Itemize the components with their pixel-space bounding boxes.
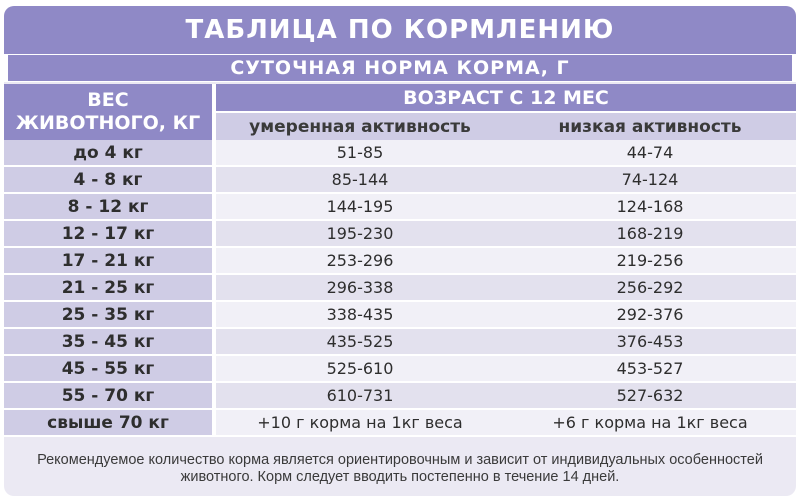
low-activity-cell: +6 г корма на 1кг веса xyxy=(504,409,796,436)
low-activity-cell: 453-527 xyxy=(504,355,796,382)
low-activity-header: низкая активность xyxy=(504,112,796,140)
moderate-activity-cell: 144-195 xyxy=(214,193,504,220)
table-row xyxy=(4,409,796,436)
weight-cell: 21 - 25 кг xyxy=(4,274,214,301)
weight-cell: 4 - 8 кг xyxy=(4,166,214,193)
low-activity-cell: 44-74 xyxy=(504,140,796,166)
table-row xyxy=(4,220,796,247)
weight-cell: до 4 кг xyxy=(4,140,214,166)
moderate-activity-cell: 195-230 xyxy=(214,220,504,247)
low-activity-cell: 256-292 xyxy=(504,274,796,301)
table-row xyxy=(4,166,796,193)
table-row xyxy=(4,301,796,328)
low-activity-cell: 124-168 xyxy=(504,193,796,220)
weight-cell: свыше 70 кг xyxy=(4,409,214,436)
weight-cell: 45 - 55 кг xyxy=(4,355,214,382)
weight-header-line2: ЖИВОТНОГО, КГ xyxy=(15,112,201,134)
weight-column-header xyxy=(4,84,214,140)
table-row xyxy=(4,355,796,382)
moderate-activity-cell: 610-731 xyxy=(214,382,504,409)
weight-cell: 55 - 70 кг xyxy=(4,382,214,409)
table-row xyxy=(4,193,796,220)
weight-cell: 25 - 35 кг xyxy=(4,301,214,328)
footnote xyxy=(4,452,796,486)
weight-header-line1: ВЕС xyxy=(87,89,129,111)
footnote-line2: животного. Корм следует вводить постепенно в течение 14 дней. xyxy=(180,469,620,485)
low-activity-cell: 74-124 xyxy=(504,166,796,193)
table-row xyxy=(4,247,796,274)
table-title: ТАБЛИЦА ПО КОРМЛЕНИЮ xyxy=(4,6,796,54)
low-activity-cell: 376-453 xyxy=(504,328,796,355)
weight-cell: 12 - 17 кг xyxy=(4,220,214,247)
moderate-activity-cell: 525-610 xyxy=(214,355,504,382)
low-activity-cell: 168-219 xyxy=(504,220,796,247)
low-activity-cell: 219-256 xyxy=(504,247,796,274)
table-body xyxy=(4,140,796,436)
moderate-activity-cell: 435-525 xyxy=(214,328,504,355)
table-row xyxy=(4,382,796,409)
low-activity-cell: 292-376 xyxy=(504,301,796,328)
footnote-line1: Рекомендуемое количество корма является ориентировочным и зависит от индивидуальных особенностей xyxy=(37,452,763,468)
subtitle-bar xyxy=(4,54,796,82)
weight-cell: 35 - 45 кг xyxy=(4,328,214,355)
moderate-activity-header: умеренная активность xyxy=(214,112,504,140)
feeding-table xyxy=(4,84,796,437)
age-header: ВОЗРАСТ С 12 МЕС xyxy=(214,84,796,112)
weight-cell: 8 - 12 кг xyxy=(4,193,214,220)
moderate-activity-cell: 296-338 xyxy=(214,274,504,301)
moderate-activity-cell: 51-85 xyxy=(214,140,504,166)
moderate-activity-cell: 338-435 xyxy=(214,301,504,328)
table-row xyxy=(4,140,796,166)
table-subtitle: СУТОЧНАЯ НОРМА КОРМА, Г xyxy=(8,55,792,81)
feeding-table-card xyxy=(4,6,796,496)
weight-cell: 17 - 21 кг xyxy=(4,247,214,274)
low-activity-cell: 527-632 xyxy=(504,382,796,409)
moderate-activity-cell: 253-296 xyxy=(214,247,504,274)
moderate-activity-cell: 85-144 xyxy=(214,166,504,193)
table-row xyxy=(4,328,796,355)
table-row xyxy=(4,274,796,301)
moderate-activity-cell: +10 г корма на 1кг веса xyxy=(214,409,504,436)
